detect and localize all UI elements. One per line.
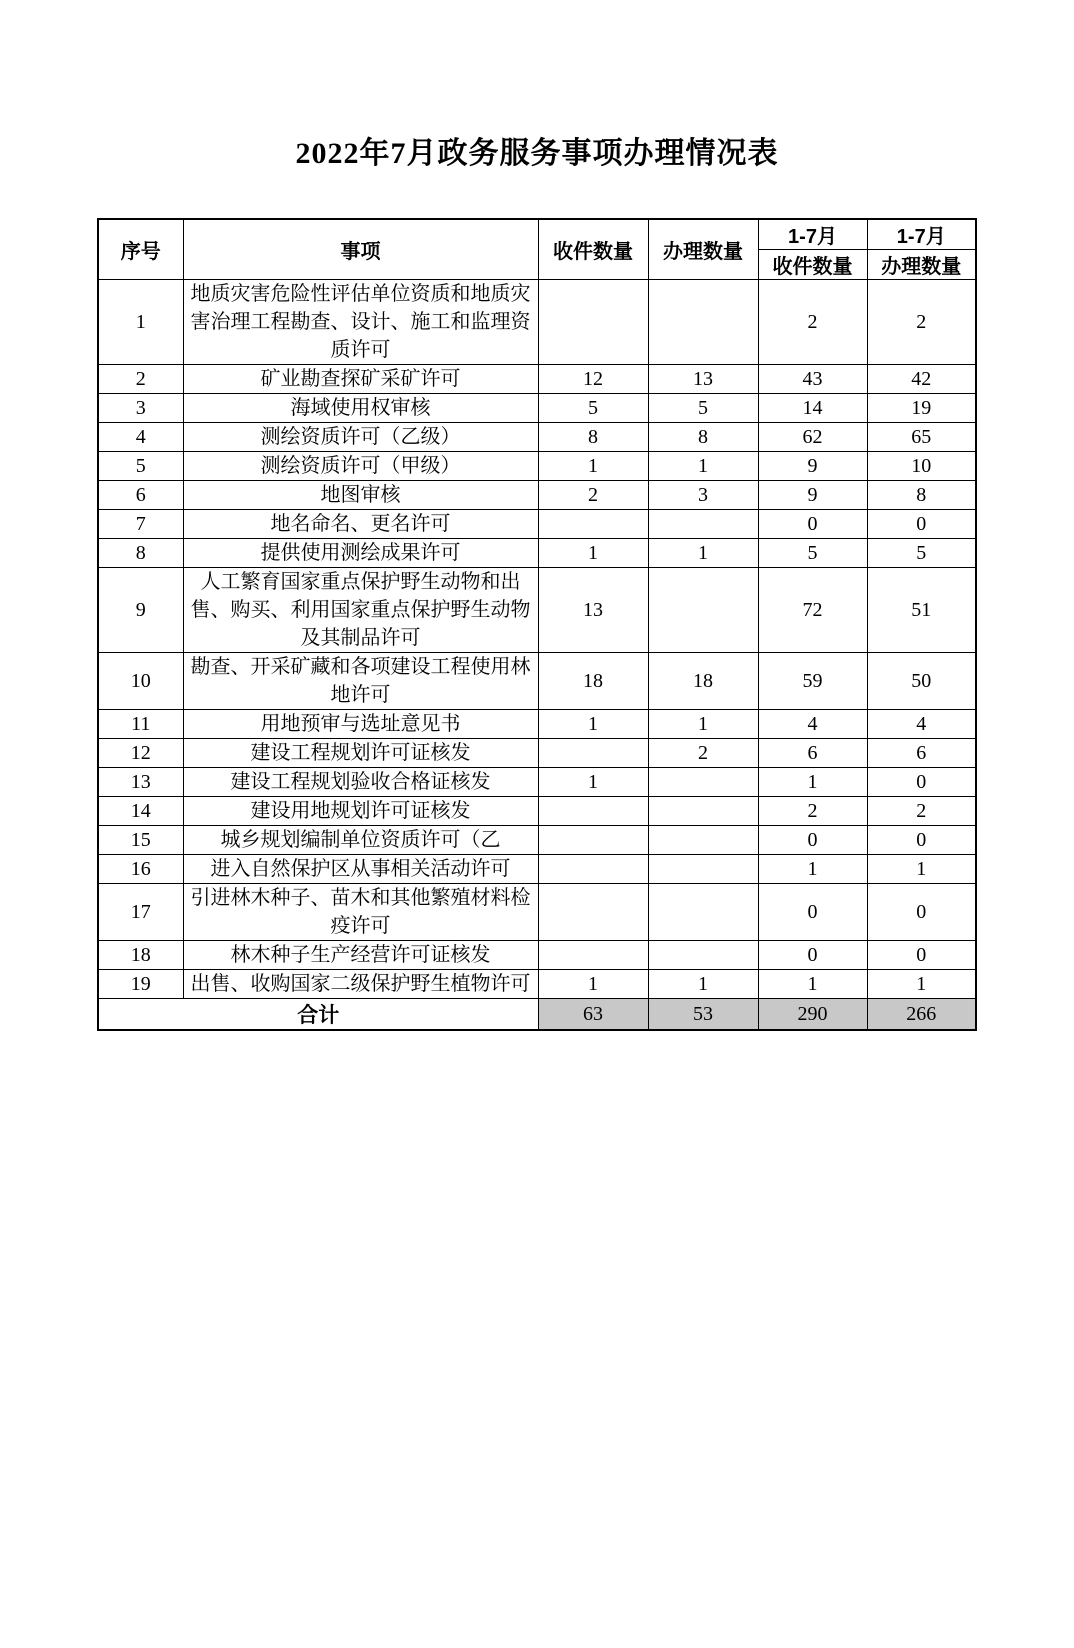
cell-received: 8 xyxy=(538,423,648,452)
cell-ytd-received: 0 xyxy=(758,826,867,855)
cell-item: 建设工程规划许可证核发 xyxy=(183,739,538,768)
cell-item: 勘查、开采矿藏和各项建设工程使用林地许可 xyxy=(183,653,538,710)
cell-item: 测绘资质许可（乙级） xyxy=(183,423,538,452)
total-received: 63 xyxy=(538,999,648,1031)
cell-item: 用地预审与选址意见书 xyxy=(183,710,538,739)
table-row xyxy=(98,739,976,768)
cell-ytd-processed: 51 xyxy=(867,568,976,653)
cell-item: 进入自然保护区从事相关活动许可 xyxy=(183,855,538,884)
total-ytd-received: 290 xyxy=(758,999,867,1031)
cell-received xyxy=(538,941,648,970)
cell-ytd-processed: 0 xyxy=(867,826,976,855)
cell-item: 测绘资质许可（甲级） xyxy=(183,452,538,481)
cell-index: 12 xyxy=(98,739,183,768)
table-row xyxy=(98,970,976,999)
cell-ytd-received: 43 xyxy=(758,365,867,394)
cell-item: 城乡规划编制单位资质许可（乙 xyxy=(183,826,538,855)
table-row xyxy=(98,280,976,365)
cell-index: 9 xyxy=(98,568,183,653)
cell-ytd-processed: 0 xyxy=(867,941,976,970)
cell-ytd-processed: 19 xyxy=(867,394,976,423)
cell-index: 5 xyxy=(98,452,183,481)
cell-ytd-received: 9 xyxy=(758,452,867,481)
cell-received xyxy=(538,855,648,884)
total-ytd-processed: 266 xyxy=(867,999,976,1031)
table-row xyxy=(98,394,976,423)
cell-index: 16 xyxy=(98,855,183,884)
cell-ytd-processed: 50 xyxy=(867,653,976,710)
service-items-table xyxy=(97,218,977,1031)
cell-item: 林木种子生产经营许可证核发 xyxy=(183,941,538,970)
cell-index: 6 xyxy=(98,481,183,510)
cell-ytd-received: 1 xyxy=(758,768,867,797)
table-footer xyxy=(98,999,976,1031)
cell-ytd-received: 6 xyxy=(758,739,867,768)
table-row xyxy=(98,481,976,510)
cell-processed: 1 xyxy=(648,970,758,999)
table-row xyxy=(98,365,976,394)
cell-index: 10 xyxy=(98,653,183,710)
cell-index: 2 xyxy=(98,365,183,394)
cell-ytd-processed: 8 xyxy=(867,481,976,510)
cell-item: 地名命名、更名许可 xyxy=(183,510,538,539)
cell-received: 12 xyxy=(538,365,648,394)
cell-processed: 1 xyxy=(648,539,758,568)
cell-received: 1 xyxy=(538,768,648,797)
cell-ytd-processed: 0 xyxy=(867,768,976,797)
cell-ytd-received: 2 xyxy=(758,797,867,826)
table-row xyxy=(98,423,976,452)
cell-ytd-received: 59 xyxy=(758,653,867,710)
cell-ytd-received: 2 xyxy=(758,280,867,365)
cell-item: 地质灾害危险性评估单位资质和地质灾害治理工程勘查、设计、施工和监理资质许可 xyxy=(183,280,538,365)
cell-ytd-received: 14 xyxy=(758,394,867,423)
cell-item: 引进林木种子、苗木和其他繁殖材料检疫许可 xyxy=(183,884,538,941)
cell-received xyxy=(538,739,648,768)
cell-item: 建设用地规划许可证核发 xyxy=(183,797,538,826)
cell-received: 1 xyxy=(538,539,648,568)
cell-index: 18 xyxy=(98,941,183,970)
cell-ytd-received: 1 xyxy=(758,855,867,884)
table-row xyxy=(98,797,976,826)
col-header-processed: 办理数量 xyxy=(648,219,758,280)
cell-ytd-received: 0 xyxy=(758,941,867,970)
cell-processed: 13 xyxy=(648,365,758,394)
table-row xyxy=(98,568,976,653)
cell-processed xyxy=(648,884,758,941)
cell-index: 4 xyxy=(98,423,183,452)
cell-received xyxy=(538,510,648,539)
cell-processed: 3 xyxy=(648,481,758,510)
cell-ytd-received: 9 xyxy=(758,481,867,510)
cell-ytd-processed: 1 xyxy=(867,855,976,884)
cell-processed xyxy=(648,568,758,653)
cell-received: 1 xyxy=(538,452,648,481)
col-header-item: 事项 xyxy=(183,219,538,280)
cell-received xyxy=(538,280,648,365)
cell-processed xyxy=(648,510,758,539)
cell-received: 2 xyxy=(538,481,648,510)
cell-ytd-processed: 1 xyxy=(867,970,976,999)
cell-ytd-processed: 0 xyxy=(867,510,976,539)
col-header-received: 收件数量 xyxy=(538,219,648,280)
cell-processed: 2 xyxy=(648,739,758,768)
cell-ytd-received: 4 xyxy=(758,710,867,739)
cell-processed xyxy=(648,768,758,797)
table-row xyxy=(98,768,976,797)
header-row-top xyxy=(98,219,976,250)
cell-ytd-received: 1 xyxy=(758,970,867,999)
cell-index: 1 xyxy=(98,280,183,365)
cell-ytd-received: 72 xyxy=(758,568,867,653)
cell-received xyxy=(538,797,648,826)
cell-ytd-processed: 10 xyxy=(867,452,976,481)
cell-received: 1 xyxy=(538,710,648,739)
cell-index: 14 xyxy=(98,797,183,826)
cell-ytd-received: 5 xyxy=(758,539,867,568)
col-header-index: 序号 xyxy=(98,219,183,280)
table-row xyxy=(98,710,976,739)
cell-processed: 5 xyxy=(648,394,758,423)
cell-ytd-processed: 6 xyxy=(867,739,976,768)
table-row xyxy=(98,826,976,855)
cell-processed: 8 xyxy=(648,423,758,452)
cell-ytd-processed: 4 xyxy=(867,710,976,739)
col-header-ytd-received-period: 1-7月 xyxy=(758,219,867,250)
cell-received: 1 xyxy=(538,970,648,999)
cell-ytd-processed: 2 xyxy=(867,797,976,826)
cell-received xyxy=(538,826,648,855)
cell-received: 18 xyxy=(538,653,648,710)
cell-received xyxy=(538,884,648,941)
cell-item: 建设工程规划验收合格证核发 xyxy=(183,768,538,797)
cell-received: 13 xyxy=(538,568,648,653)
table-row xyxy=(98,855,976,884)
cell-index: 19 xyxy=(98,970,183,999)
total-label: 合计 xyxy=(98,999,538,1031)
cell-received: 5 xyxy=(538,394,648,423)
table-container xyxy=(97,218,1074,1031)
cell-index: 11 xyxy=(98,710,183,739)
cell-processed xyxy=(648,797,758,826)
cell-processed: 1 xyxy=(648,452,758,481)
cell-ytd-received: 0 xyxy=(758,884,867,941)
cell-index: 17 xyxy=(98,884,183,941)
col-header-ytd-received: 收件数量 xyxy=(758,250,867,280)
cell-ytd-received: 62 xyxy=(758,423,867,452)
cell-index: 15 xyxy=(98,826,183,855)
cell-index: 13 xyxy=(98,768,183,797)
table-header xyxy=(98,219,976,280)
table-row xyxy=(98,510,976,539)
total-processed: 53 xyxy=(648,999,758,1031)
page-title: 2022年7月政务服务事项办理情况表 xyxy=(295,137,779,170)
cell-processed: 18 xyxy=(648,653,758,710)
cell-processed: 1 xyxy=(648,710,758,739)
col-header-ytd-processed-period: 1-7月 xyxy=(867,219,976,250)
cell-ytd-received: 0 xyxy=(758,510,867,539)
cell-ytd-processed: 5 xyxy=(867,539,976,568)
cell-processed xyxy=(648,826,758,855)
col-header-ytd-processed: 办理数量 xyxy=(867,250,976,280)
cell-processed xyxy=(648,855,758,884)
table-body xyxy=(98,280,976,999)
cell-item: 地图审核 xyxy=(183,481,538,510)
cell-index: 3 xyxy=(98,394,183,423)
cell-item: 海域使用权审核 xyxy=(183,394,538,423)
table-row xyxy=(98,653,976,710)
table-row xyxy=(98,452,976,481)
cell-ytd-processed: 65 xyxy=(867,423,976,452)
cell-item: 出售、收购国家二级保护野生植物许可 xyxy=(183,970,538,999)
document-page xyxy=(0,128,1074,1031)
table-row xyxy=(98,884,976,941)
table-row xyxy=(98,539,976,568)
cell-ytd-processed: 42 xyxy=(867,365,976,394)
cell-item: 提供使用测绘成果许可 xyxy=(183,539,538,568)
cell-ytd-processed: 0 xyxy=(867,884,976,941)
table-row xyxy=(98,941,976,970)
cell-index: 7 xyxy=(98,510,183,539)
cell-item: 矿业勘查探矿采矿许可 xyxy=(183,365,538,394)
cell-item: 人工繁育国家重点保护野生动物和出售、购买、利用国家重点保护野生动物及其制品许可 xyxy=(183,568,538,653)
total-row xyxy=(98,999,976,1031)
cell-ytd-processed: 2 xyxy=(867,280,976,365)
cell-processed xyxy=(648,941,758,970)
cell-processed xyxy=(648,280,758,365)
cell-index: 8 xyxy=(98,539,183,568)
